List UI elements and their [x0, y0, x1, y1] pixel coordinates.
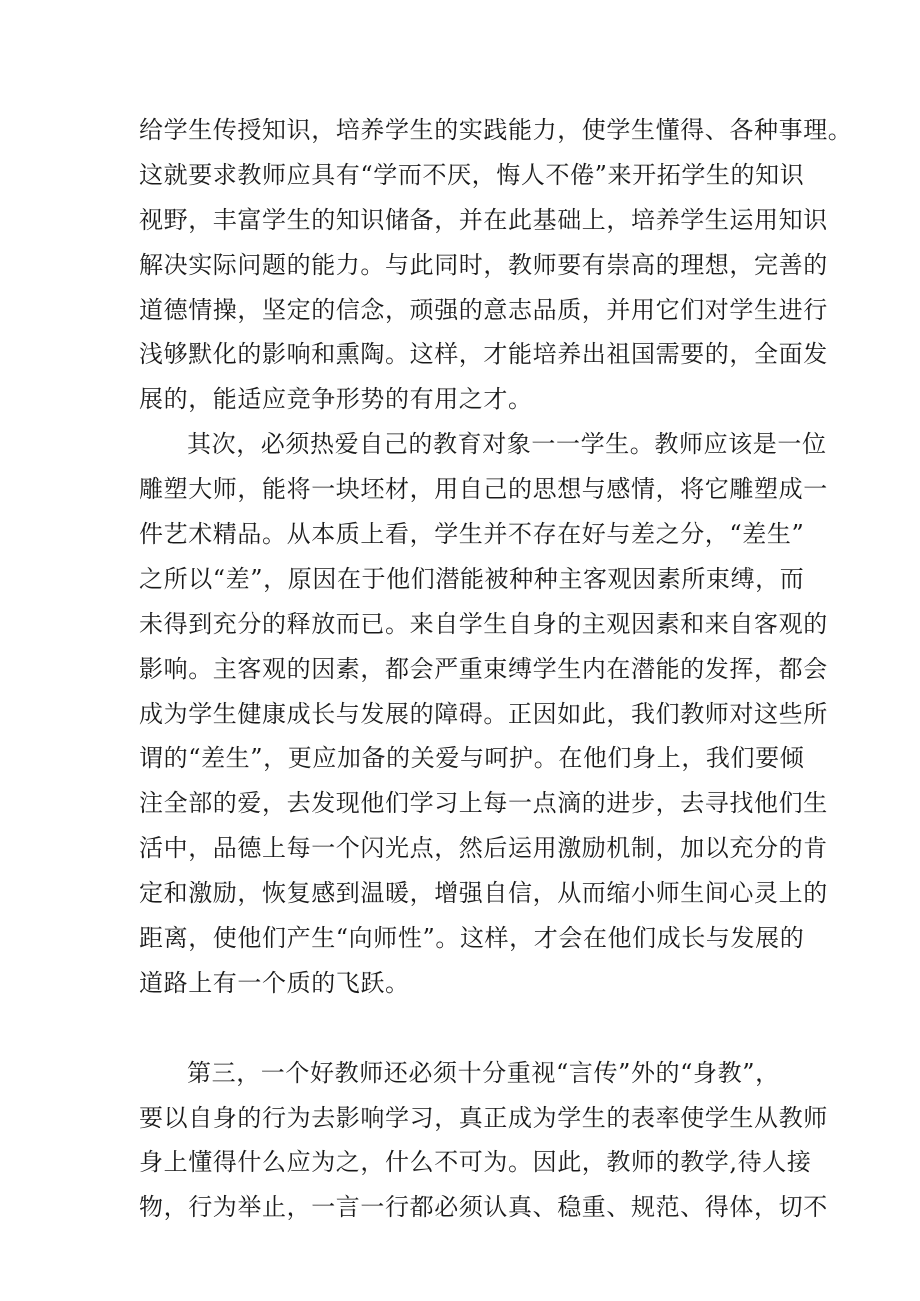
text-line: 注全部的爱，去发现他们学习上每一点滴的进步，去寻找他们生: [139, 789, 828, 818]
body-text: [139, 108, 853, 1230]
text-line: 件艺术精品。从本质上看，学生并不存在好与差之分，“差生”: [139, 520, 805, 549]
text-line: 物，行为举止，一言一行都必须认真、稳重、规范、得体，切不: [139, 1193, 828, 1222]
text-line: 其次，必须热爱自己的教育对象一一学生。教师应该是一位: [187, 430, 827, 459]
text-line: 浅够默化的影响和熏陶。这样，才能培养出祖国需要的，全面发: [139, 340, 828, 369]
text-line: 要以自身的行为去影响学习，真正成为学生的表率使学生从教师: [139, 1103, 828, 1132]
text-line: 第三，一个好教师还必须十分重视“言传”外的“身教”，: [187, 1058, 780, 1087]
text-line: [139, 1006, 789, 1051]
text-line: 给学生传授知识，培养学生的实践能力，使学生懂得、各种事理。: [139, 116, 853, 144]
paragraph-2: [139, 422, 828, 1050]
text-line: 身上懂得什么应为之，什么不可为。因此，教师的教学,待人接: [139, 1148, 812, 1177]
paragraph-3: [139, 1051, 828, 1231]
text-line: 道路上有一个质的飞跃。: [139, 968, 410, 997]
text-line: 雕塑大师，能将一块坯材，用自己的思想与感情，将它雕塑成一: [139, 475, 828, 504]
text-line: 活中，品德上每一个闪光点，然后运用激励机制，加以充分的肯: [139, 834, 828, 863]
text-line: 之所以“差”，原因在于他们潜能被种种主客观因素所束缚，而: [139, 564, 805, 593]
text-line: 谓的“差生”，更应加备的关爱与呵护。在他们身上，我们要倾: [139, 744, 805, 773]
text-line: 这就要求教师应具有“学而不厌，悔人不倦”来开拓学生的知识: [139, 160, 805, 189]
text-line: 距离，使他们产生“向师性”。这样，才会在他们成长与发展的: [139, 924, 805, 953]
text-line: 影响。主客观的因素，都会严重束缚学生内在潜能的发挥，都会: [139, 654, 828, 683]
text-line: 道德情操，坚定的信念，顽强的意志品质，并用它们对学生进行: [139, 295, 828, 324]
text-line: 未得到充分的释放而已。来自学生自身的主观因素和来自客观的: [139, 609, 828, 638]
text-line: 定和激励，恢复感到温暖，增强自信，从而缩小师生间心灵上的: [139, 879, 828, 908]
text-line: 解决实际问题的能力。与此同时，教师要有崇高的理想，完善的: [139, 250, 828, 279]
text-line: 视野，丰富学生的知识储备，并在此基础上，培养学生运用知识: [139, 205, 828, 234]
text-line: 展的，能适应竞争形势的有用之才。: [139, 385, 533, 414]
paragraph-1: [139, 108, 853, 422]
text-line: 成为学生健康成长与发展的障碍。正因如此，我们教师对这些所: [139, 699, 828, 728]
